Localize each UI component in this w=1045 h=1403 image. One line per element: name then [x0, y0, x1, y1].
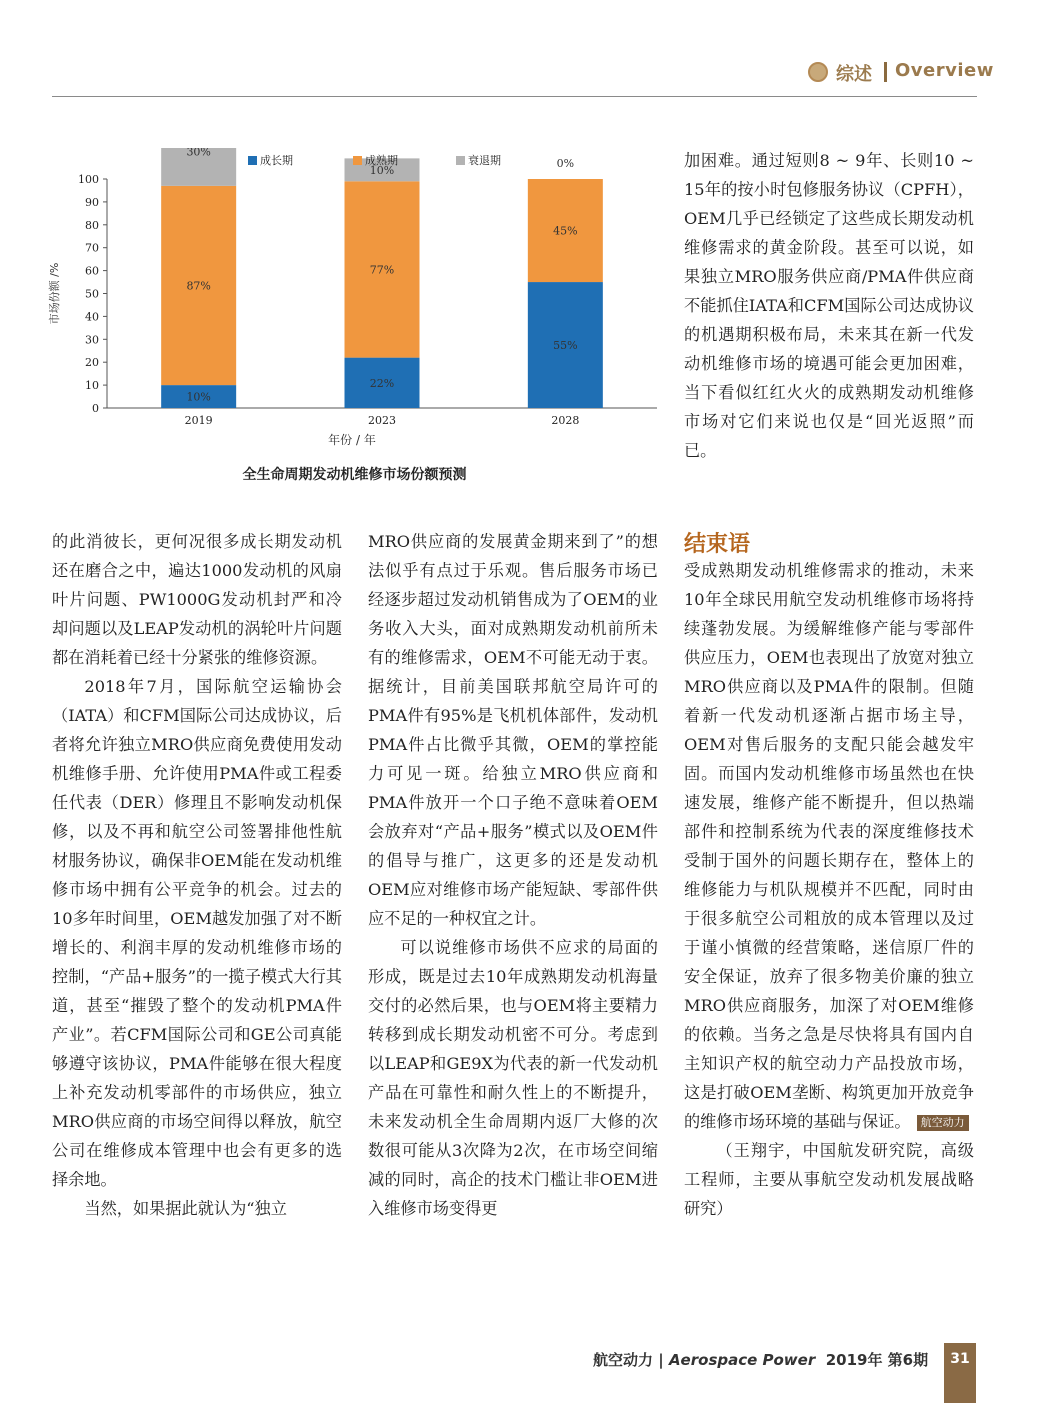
y-tick-label: 60 — [85, 264, 99, 278]
y-tick-label: 30 — [85, 333, 99, 347]
data-label: 10% — [369, 163, 395, 177]
y-tick-label: 80 — [85, 218, 99, 232]
column-1 — [52, 527, 342, 1223]
paragraph: 2018年7月，国际航空运输协会（IATA）和CFM国际公司达成协议，后者将允许独立MRO供应商免费使用发动机维修手册、允许使用PMA件或工程委任代表（DER）修理且不影响发动机保修，以及不再和航空公司签署排他性航材服务协议，确保非OEM能在发动机维修市场中拥有公平竞争的机会。过去的10多年时间里，OEM越发加强了对不断增长的、利润丰厚的发动机维修市场的控制，“产品+服务”的一揽子模式大行其道，甚至“摧毁了整个的发动机PMA件产业”。若CFM国际公司和GE公司真能够遵守该协议，PMA件能够在很大程度上补充发动机零部件的市场供应，独立MRO供应商的市场空间得以释放，航空公司在维修成本管理中也会有更多的选择余地。 — [52, 677, 342, 1189]
y-tick-label: 90 — [85, 195, 99, 209]
paragraph-text: 受成熟期发动机维修需求的推动，未来10年全球民用航空发动机维修市场将持续蓬勃发展。为缓解维修产能与零部件供应压力，OEM也表现出了放宽对独立MRO供应商以及PMA件的限制。但随着新一代发动机逐渐占据市场主导，OEM对售后服务的支配只能会越发牢固。而国内发动机维修市场虽然也在快速发展，维修产能不断提升，但以热端部件和控制系统为代表的深度维修技术受制于国外的问题长期存在，整体上的维修能力与机队规模并不匹配，同时由于很多航空公司粗放的成本管理以及过于谨小慎微的经营策略，迷信原厂件的安全保证，放弃了很多物美价廉的独立MRO供应商服务，加深了对OEM维修的依赖。当务之急是尽快将具有国内自主知识产权的航空动力产品投放市场，这是打破OEM垄断、构筑更加开放竞争的维修市场环境的基础与保证。 — [684, 561, 974, 1131]
paragraph — [684, 556, 974, 1136]
footer-journal: 航空动力 | Aerospace Power 2019年 第6期 — [593, 1351, 929, 1369]
author-note: （王翔宇，中国航发研究院，高级工程师，主要从事航空发动机发展战略研究） — [684, 1141, 974, 1218]
legend-label: 成长期 — [260, 154, 293, 167]
data-label: 77% — [369, 263, 395, 277]
legend-swatch — [248, 156, 257, 165]
legend-label: 衰退期 — [468, 154, 501, 167]
page-number: 31 — [944, 1343, 976, 1403]
journal-name-en: Aerospace Power — [668, 1351, 816, 1369]
y-axis-label: 市场份额 /% — [48, 262, 61, 325]
paragraph: 加困难。通过短则8 ~ 9年、长则10 ~ 15年的按小时包修服务协议（CPFH），OEM几乎已经锁定了这些成长期发动机维修需求的黄金阶段。甚至可以说，如果独立MRO服务供应商/PMA件供应商不能抓住IATA和CFM国际公司达成协议的机遇期积极布局，未来其在新一代发动机维修市场的境遇可能会更加困难，当下看似红红火火的成熟期发动机维修市场对它们来说也仅是“回光返照”而已。 — [684, 151, 974, 460]
paragraph: MRO供应商的发展黄金期来到了”的想法似乎有点过于乐观。售后服务市场已经逐步超过发动机销售成为了OEM的业务收入大头，面对成熟期发动机前所未有的维修需求，OEM不可能无动于衷。据统计，目前美国联邦航空局许可的PMA件有95%是飞机机体部件，发动机PMA件占比微乎其微，OEM的掌控能力可见一斑。给独立MRO供应商和PMA件放开一个口子绝不意味着OEM会放弃对“产品+服务”模式以及OEM件的倡导与推广，这更多的还是发动机OEM应对维修市场产能短缺、零部件供应不足的一种权宜之计。 — [368, 532, 658, 928]
x-axis-label: 年份 / 年 — [328, 433, 376, 447]
y-tick-label: 40 — [85, 310, 99, 324]
conclusion-heading: 结束语 — [684, 532, 751, 557]
right-column-top-text — [684, 146, 974, 465]
paragraph: 可以说维修市场供不应求的局面的形成，既是过去10年成熟期发动机海量交付的必然后果，也与OEM将主要精力转移到成长期发动机密不可分。考虑到以LEAP和GE9X为代表的新一代发动机产品在可靠性和耐久性上的不断提升，未来发动机全生命周期内返厂大修的次数很可能从3次降为2次，在市场空间缩减的同时，高企的技术门槛让非OEM进入维修市场变得更 — [368, 938, 658, 1218]
section-title-en: Overview — [895, 60, 994, 81]
y-tick-label: 10 — [85, 379, 99, 393]
y-tick-label: 100 — [78, 173, 99, 186]
x-tick-label: 2028 — [551, 414, 580, 427]
data-label: 30% — [186, 148, 211, 159]
header-rule — [52, 96, 977, 97]
issue-label: 2019年 第6期 — [825, 1351, 929, 1369]
journal-logo-icon — [808, 62, 828, 82]
data-label: 45% — [553, 224, 578, 238]
data-label: 87% — [186, 279, 211, 293]
paragraph: 的此消彼长，更何况很多成长期发动机还在磨合之中，遍达1000发动机的风扇叶片问题、PW1000G发动机封严和冷却问题以及LEAP发动机的涡轮叶片问题都在消耗着已经十分紧张的维修资源。 — [52, 532, 342, 667]
x-tick-label: 2019 — [184, 414, 213, 427]
data-label: 10% — [186, 390, 211, 404]
column-2 — [368, 527, 658, 1223]
section-title-cn: 综述 — [836, 64, 872, 85]
data-label: 55% — [553, 339, 578, 353]
y-tick-label: 70 — [85, 241, 99, 255]
data-label: 0% — [556, 157, 575, 170]
legend-swatch — [353, 156, 362, 165]
column-3 — [684, 556, 974, 1223]
header-divider — [884, 62, 887, 82]
y-tick-label: 50 — [85, 287, 99, 301]
x-tick-label: 2023 — [368, 414, 396, 427]
legend-swatch — [456, 156, 465, 165]
y-tick-label: 0 — [92, 402, 99, 415]
y-tick-label: 20 — [85, 356, 99, 370]
chart-caption: 全生命周期发动机维修市场份额预测 — [242, 467, 467, 483]
paragraph: 当然，如果据此就认为“独立 — [84, 1199, 287, 1218]
stacked-bar-chart — [40, 148, 665, 453]
data-label: 22% — [369, 376, 395, 390]
legend-label: 成熟期 — [365, 154, 398, 167]
journal-name-cn: 航空动力 — [593, 1351, 654, 1369]
end-badge: 航空动力 — [917, 1115, 969, 1131]
